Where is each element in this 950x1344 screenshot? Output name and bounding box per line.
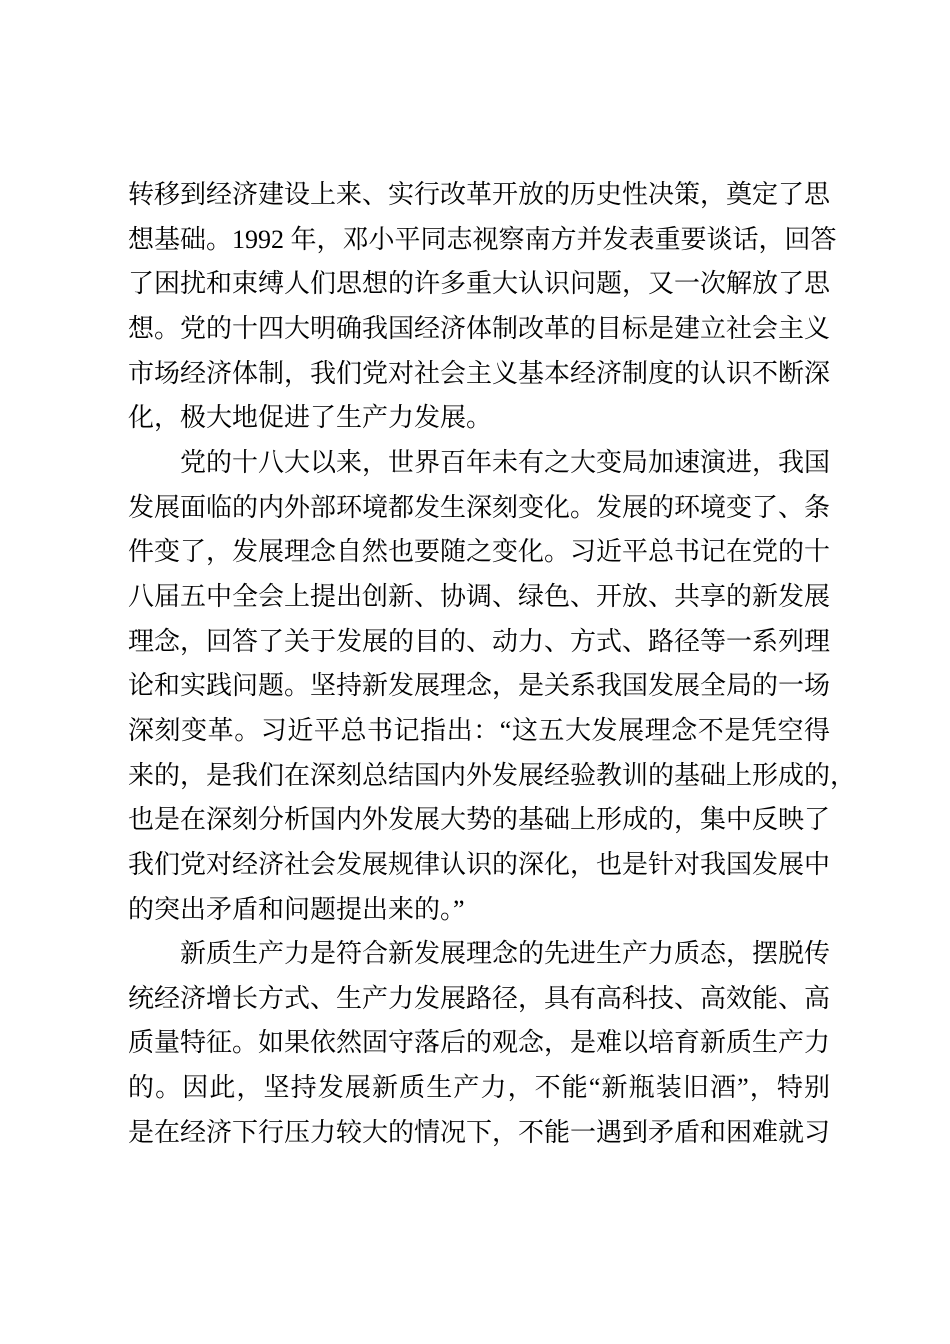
paragraph-line: 来的，是我们在深刻总结国内外发展经验教训的基础上形成的， [128, 760, 857, 790]
paragraph-line: 质量特征。如果依然固守落后的观念，是难以培育新质生产力 [128, 1028, 831, 1058]
paragraph-line: 想基础。1992 年，邓小平同志视察南方并发表重要谈话，回答 [128, 224, 837, 254]
paragraph-line: 件变了，发展理念自然也要随之变化。习近平总书记在党的十 [128, 537, 831, 567]
paragraph-line: 是在经济下行压力较大的情况下，不能一遇到矛盾和困难就习 [128, 1117, 831, 1147]
paragraph-line: 发展面临的内外部环境都发生深刻变化。发展的环境变了、条 [128, 492, 831, 522]
paragraph-1 [128, 173, 837, 441]
paragraph-line: 论和实践问题。坚持新发展理念，是关系我国发展全局的一场 [128, 671, 831, 701]
paragraph-line: 的突出矛盾和问题提出来的。” [128, 894, 465, 924]
paragraph-line: 深刻变革。习近平总书记指出：“这五大发展理念不是凭空得 [128, 715, 830, 745]
paragraph-3 [128, 932, 830, 1155]
body-text [128, 173, 857, 1155]
paragraph-line: 化，极大地促进了生产力发展。 [128, 403, 493, 433]
paragraph-line: 新质生产力是符合新发展理念的先进生产力质态，摆脱传 [180, 939, 831, 969]
paragraph-line: 市场经济体制，我们党对社会主义基本经济制度的认识不断深 [128, 358, 831, 388]
paragraph-line: 理念，回答了关于发展的目的、动力、方式、路径等一系列理 [128, 626, 831, 656]
paragraph-line: 想。党的十四大明确我国经济体制改革的目标是建立社会主义 [128, 313, 831, 343]
paragraph-2 [128, 441, 857, 932]
paragraph-line: 统经济增长方式、生产力发展路径，具有高科技、高效能、高 [128, 983, 831, 1013]
paragraph-line: 转移到经济建设上来、实行改革开放的历史性决策，奠定了思 [128, 180, 831, 209]
paragraph-line: 党的十八大以来，世界百年未有之大变局加速演进，我国 [180, 447, 831, 477]
paragraph-line: 八届五中全会上提出创新、协调、绿色、开放、共享的新发展 [128, 581, 831, 611]
paragraph-line: 的。因此，坚持发展新质生产力，不能“新瓶装旧酒”，特别 [128, 1073, 830, 1103]
paragraph-line: 也是在深刻分析国内外发展大势的基础上形成的，集中反映了 [128, 805, 831, 835]
paragraph-line: 我们党对经济社会发展规律认识的深化，也是针对我国发展中 [128, 849, 831, 879]
paragraph-line: 了困扰和束缚人们思想的许多重大认识问题，又一次解放了思 [128, 269, 831, 299]
